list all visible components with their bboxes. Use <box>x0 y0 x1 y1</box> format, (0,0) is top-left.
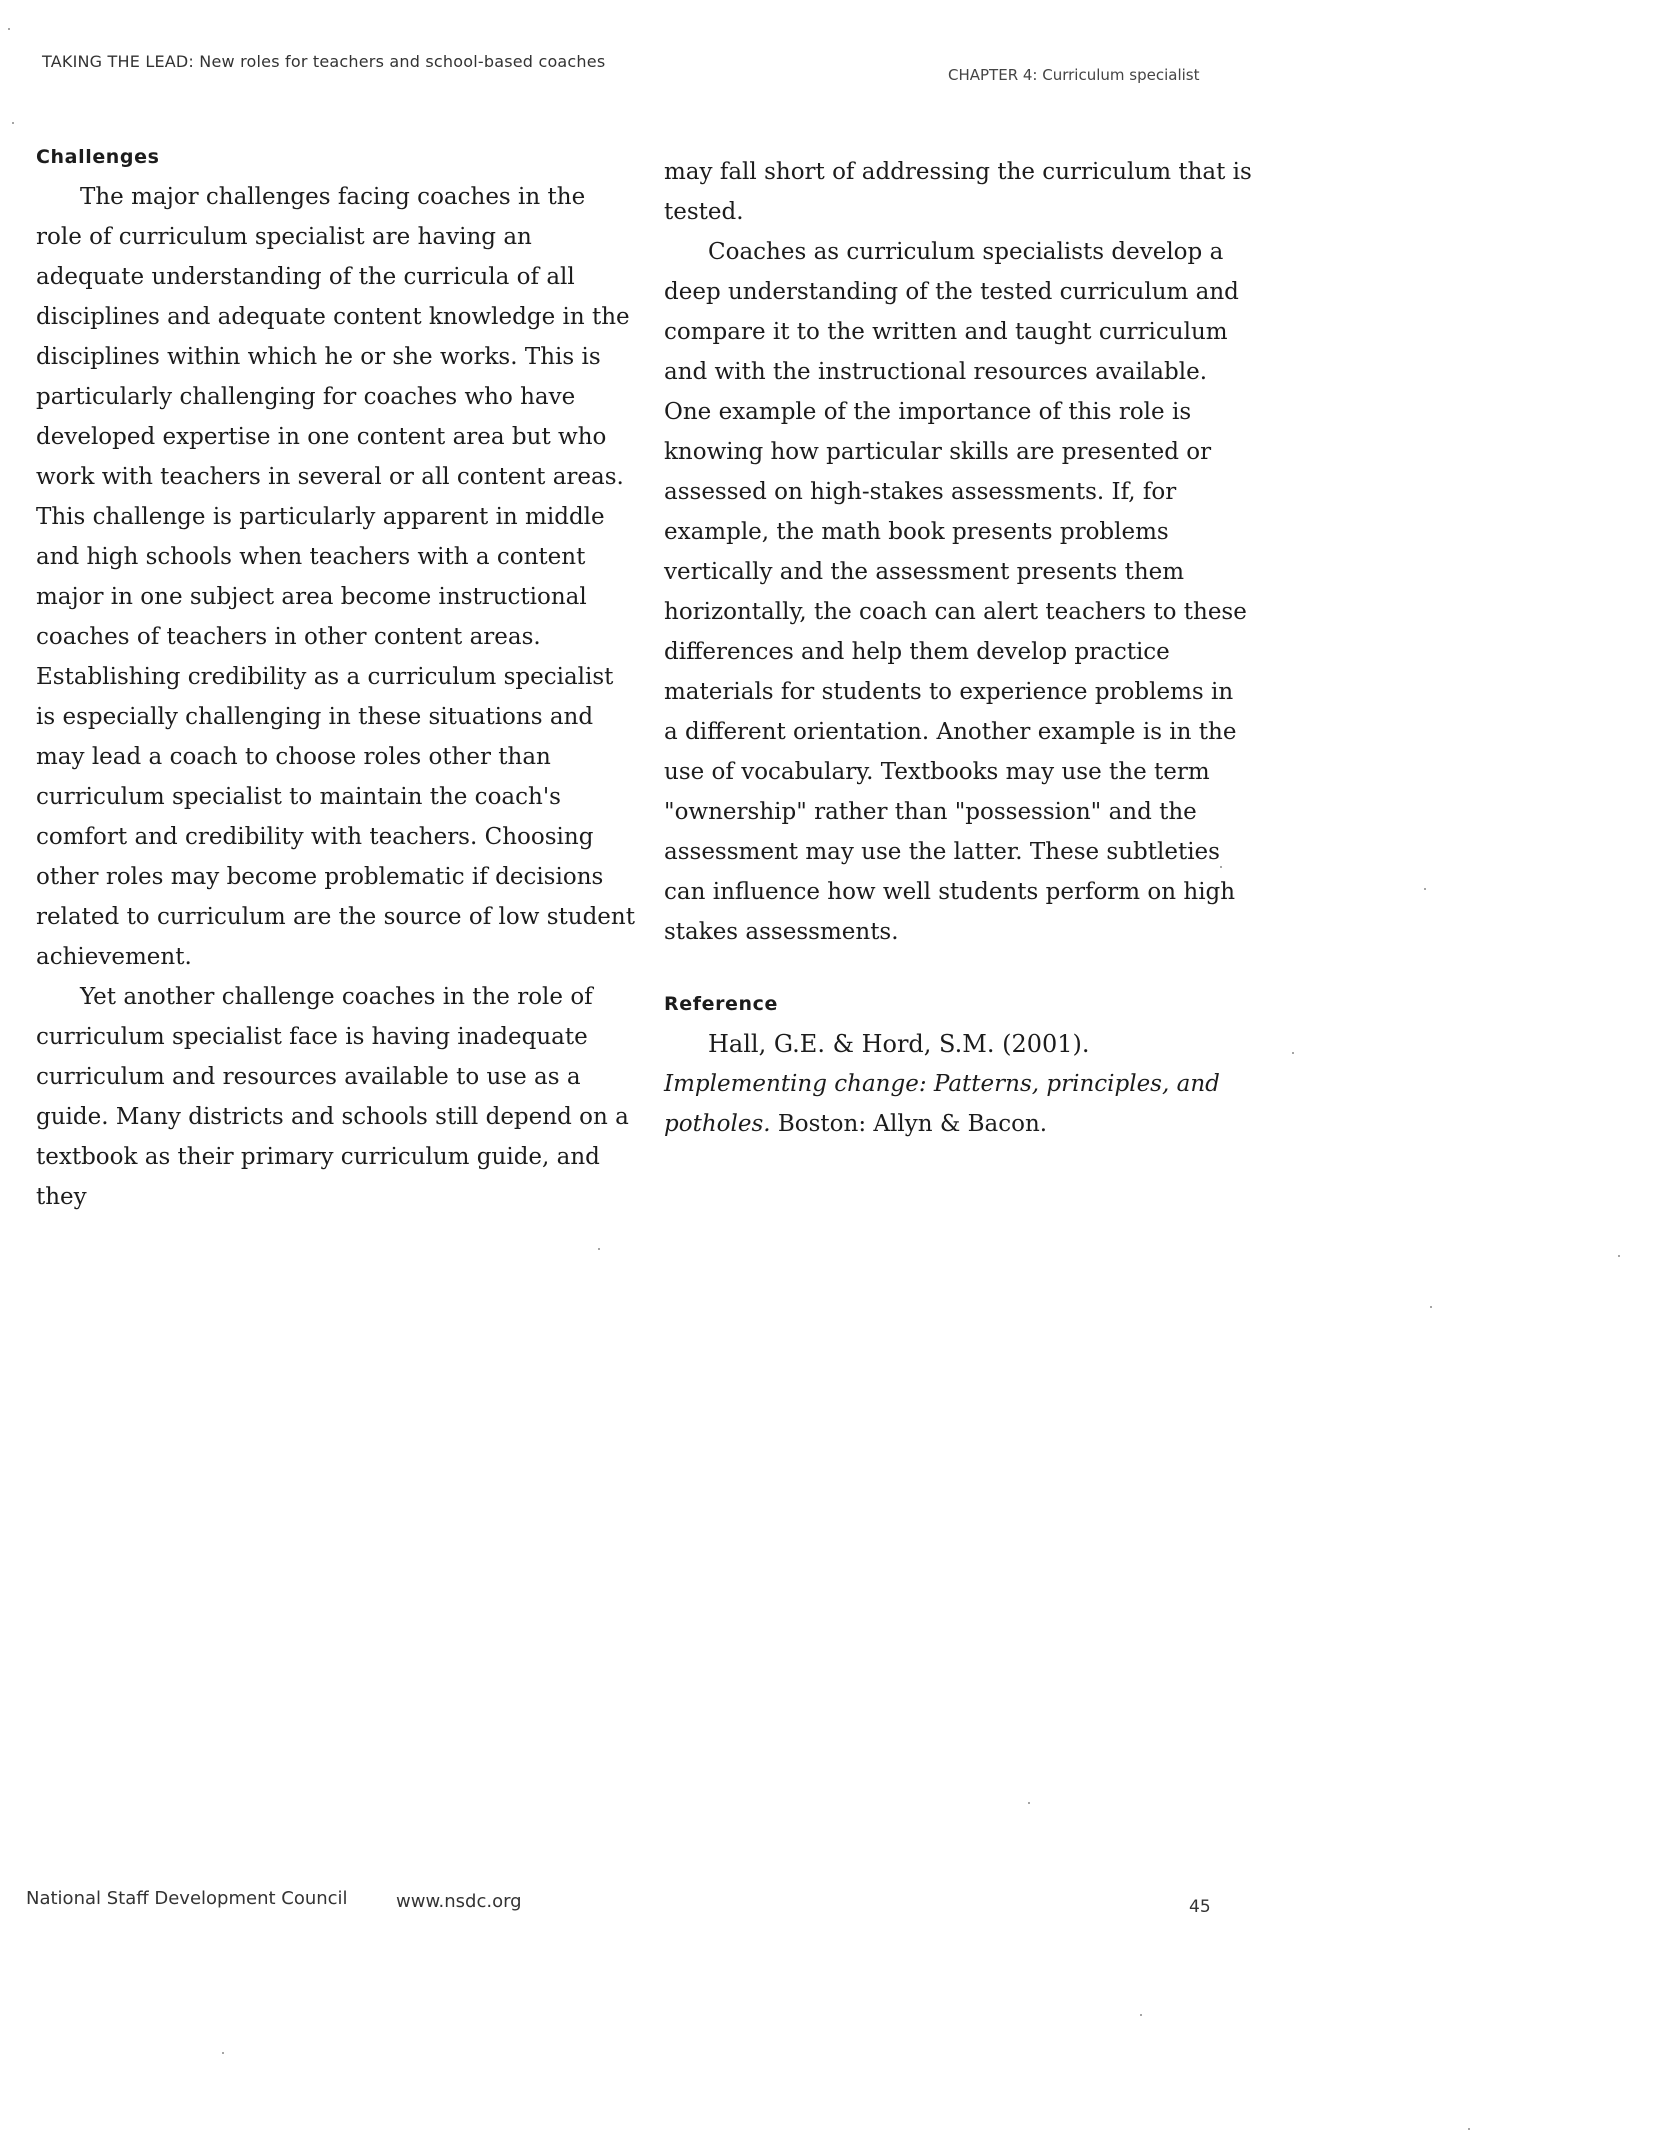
footer-organization: National Staff Development Council <box>26 1888 348 1909</box>
running-header-book-title: TAKING THE LEAD: New roles for teachers and school-based coaches <box>42 52 606 71</box>
scan-speck <box>1140 2014 1142 2016</box>
running-header-chapter: CHAPTER 4: Curriculum specialist <box>948 66 1200 84</box>
scan-speck <box>598 1248 600 1250</box>
reference-authors: Hall, G.E. & Hord, S.M. (2001). <box>708 1030 1090 1058</box>
scan-speck <box>8 28 10 30</box>
scan-speck <box>1468 2128 1470 2130</box>
scan-speck <box>1618 1255 1620 1257</box>
scan-speck <box>1430 1306 1432 1308</box>
footer-url: www.nsdc.org <box>396 1891 522 1912</box>
paragraph: Yet another challenge coaches in the role of curriculum specialist face is having inadequate curriculum and resources available to use as a guide. Many districts and schools still depend on a textbook as their primary curriculum guide, and they <box>36 984 629 1210</box>
scan-speck <box>1028 1802 1030 1804</box>
scan-speck <box>1424 888 1426 890</box>
right-column <box>664 152 1254 1144</box>
scan-speck <box>12 122 14 124</box>
reference-entry <box>664 1024 1254 1144</box>
paragraph: Coaches as curriculum specialists develop a deep understanding of the tested curriculum and compare it to the written and taught curriculum and with the instructional resources available. One example of the importance of this role is knowing how particular skills are presented or assessed on high-stakes assessments. If, for example, the math book presents problems vertically and the assessment presents them horizontally, the coach can alert teachers to these differences and help them develop practice materials for students to experience problems in a different orientation. Another example is in the use of vocabulary. Textbooks may use the term "ownership" rather than "possession" and the assessment may use the latter. These subtleties can influence how well students perform on high stakes assessments. <box>664 239 1247 945</box>
scan-speck <box>222 2052 224 2054</box>
scan-speck <box>1292 1052 1294 1054</box>
page-number: 45 <box>1189 1897 1211 1917</box>
left-column <box>36 137 636 1217</box>
paragraph-continued: may fall short of addressing the curriculum that is tested. <box>664 159 1252 225</box>
reference-publisher: Boston: Allyn & Bacon. <box>770 1111 1048 1137</box>
paragraph: The major challenges facing coaches in the role of curriculum specialist are having an adequate understanding of the curricula of all disciplines and adequate content knowledge in the disciplines within which he or she works. This is particularly challenging for coaches who have developed expertise in one content area but who work with teachers in several or all content areas. This challenge is particularly apparent in middle and high schools when teachers with a content major in one subject area become instructional coaches of teachers in other content areas. Establishing credibility as a curriculum specialist is especially challenging in these situations and may lead a coach to choose roles other than curriculum specialist to maintain the coach's comfort and credibility with teachers. Choosing other roles may become problematic if decisions related to curriculum are the source of low student achievement. <box>36 184 635 970</box>
section-heading-reference: Reference <box>664 993 779 1015</box>
scan-speck <box>1220 866 1222 868</box>
section-heading-challenges: Challenges <box>36 146 160 168</box>
reference-title: Implementing change: Patterns, principles, and potholes. <box>664 1071 1220 1137</box>
